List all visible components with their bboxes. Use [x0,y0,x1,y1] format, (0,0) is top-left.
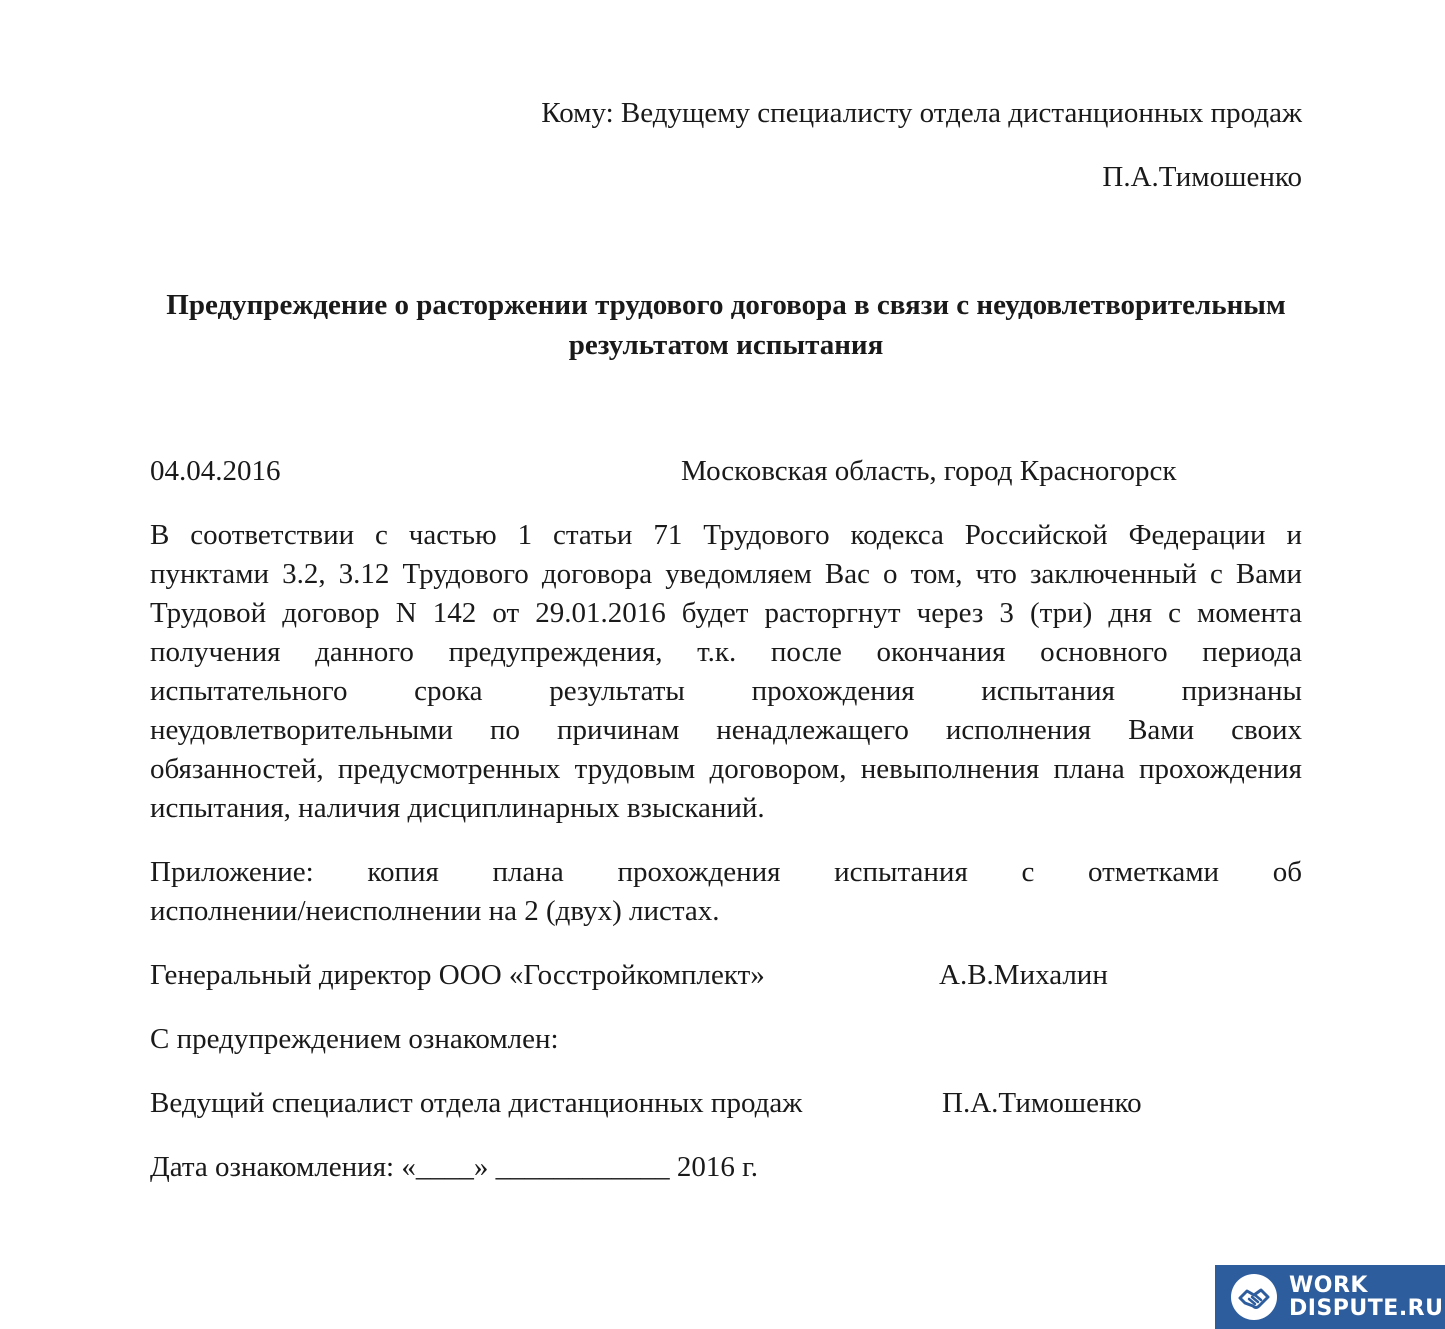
body-paragraph [150,516,1302,828]
body-line-8: испытания, наличия дисциплинарных взысканий. [150,792,765,824]
appendix-line-2: исполнении/неисполнении на 2 (двух) листах. [150,895,720,927]
specialist-name: П.А.Тимошенко [942,1087,1142,1119]
body-line-7: обязанностей, предусмотренных трудовым договором, невыполнения плана прохождения [150,753,1302,785]
body-line-1: В соответствии с частью 1 статьи 71 Трудового кодекса Российской Федерации и [150,519,1302,551]
addressee-line: Кому: Ведущему специалисту отдела дистанционных продаж [541,97,1302,129]
watermark-logo [1215,1265,1445,1329]
watermark-line-1: WORK [1289,1273,1368,1298]
director-title: Генеральный директор ООО «Госстройкомплект» [150,959,765,991]
body-line-2: пунктами 3.2, 3.12 Трудового договора уведомляем Вас о том, что заключенный с Вами [150,558,1302,590]
document-date: 04.04.2016 [150,455,281,487]
document-place: Московская область, город Красногорск [681,455,1177,487]
acknowledgement-date: Дата ознакомления: «____» ____________ 2016 г. [150,1151,758,1183]
body-line-4: получения данного предупреждения, т.к. после окончания основного периода [150,636,1302,668]
appendix-paragraph [150,853,1302,931]
watermark-text [1289,1274,1443,1320]
acquainted-text: С предупреждением ознакомлен: [150,1023,559,1055]
body-line-3: Трудовой договор N 142 от 29.01.2016 будет расторгнут через 3 (три) дня с момента [150,597,1302,629]
document-title [150,285,1302,365]
body-line-6: неудовлетворительными по причинам ненадлежащего исполнения Вами своих [150,714,1302,746]
director-name: А.В.Михалин [939,959,1108,991]
addressee-name: П.А.Тимошенко [1102,161,1302,193]
handshake-icon [1231,1274,1277,1320]
appendix-line-1: Приложение: копия плана прохождения испытания с отметками об [150,856,1302,888]
watermark-line-2: DISPUTE.RU [1289,1296,1444,1321]
title-line-2: результатом испытания [568,329,884,361]
body-line-5: испытательного срока результаты прохождения испытания признаны [150,675,1302,707]
specialist-title: Ведущий специалист отдела дистанционных продаж [150,1087,803,1119]
title-line-1: Предупреждение о расторжении трудового договора в связи с неудовлетворительным [166,289,1286,321]
